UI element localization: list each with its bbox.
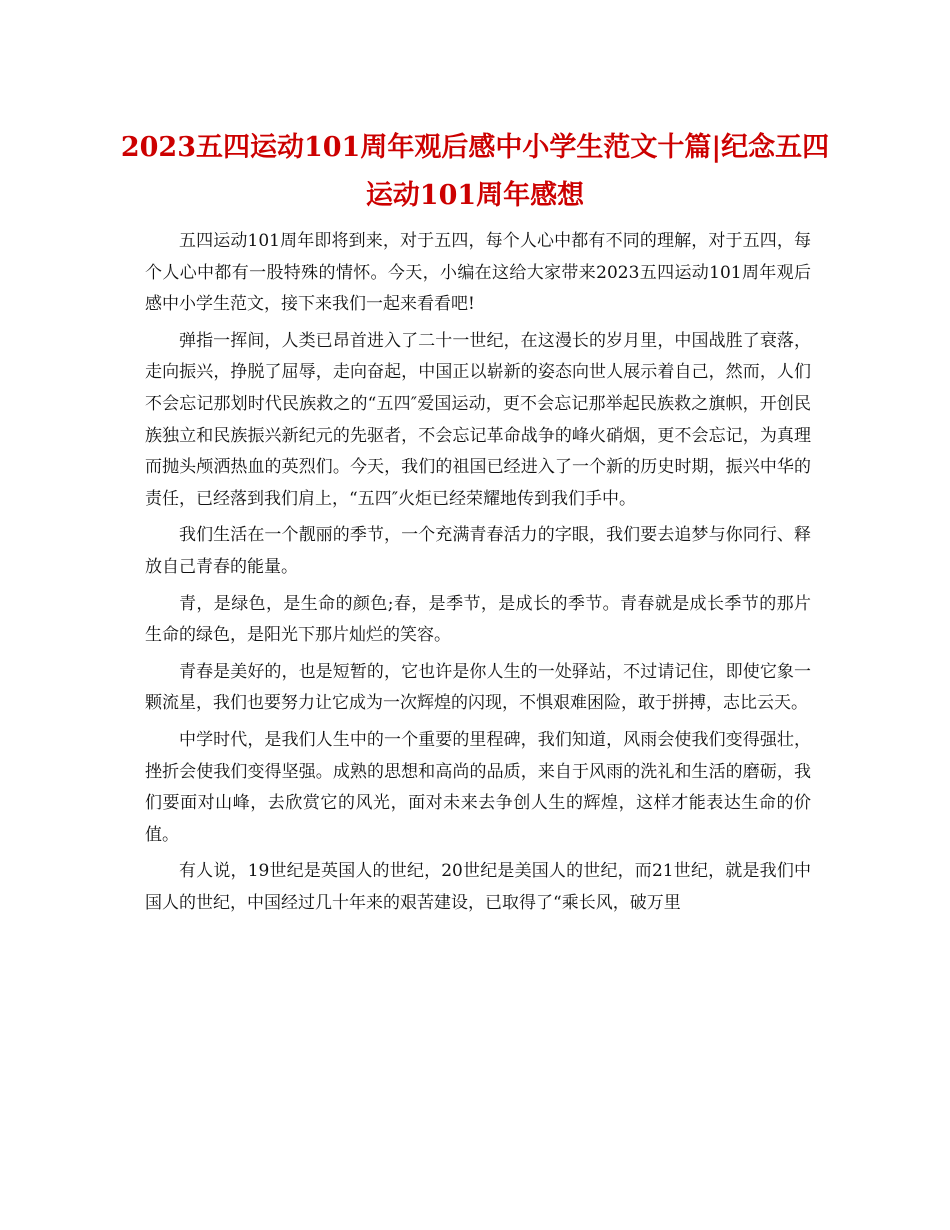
paragraph-history: 弹指一挥间，人类已昂首进入了二十一世纪，在这漫长的岁月里，中国战胜了衰落，走向振兴，挣脱了屈辱，走向奋起，中国正以崭新的姿态向世人展示着自己，然而，人们不会忘记那划时代民族救之的“五四″爱国运动，更不会忘记那举起民族救之旗帜，开创民族独立和民族振兴新纪元的先驱者，不会忘记革命战争的峰火硝烟，更不会忘记，为真理而抛头颅洒热血的英烈们。今天，我们的祖国已经进入了一个新的历史时期，振兴中华的责任，已经落到我们肩上，“五四″火炬已经荣耀地传到我们手中。 [145,330,811,509]
paragraph-century: 有人说，19世纪是英国人的世纪，20世纪是美国人的世纪，而21世纪，就是我们中国人的世纪，中国经过几十年来的艰苦建设，已取得了“乘长风，破万里 [145,861,811,913]
paragraph-season: 我们生活在一个靓丽的季节，一个充满青春活力的字眼，我们要去追梦与你同行、释放自己青春的能量。 [145,525,811,577]
paragraph-middle-school: 中学时代，是我们人生中的一个重要的里程碑，我们知道，风雨会使我们变得强壮，挫折会使我们变得坚强。成熟的思想和高尚的品质，来自于风雨的洗礼和生活的磨砺，我们要面对山峰，去欣赏它的风光，面对未来去争创人生的辉煌，这样才能表达生命的价值。 [145,729,811,845]
paragraph-green: 青，是绿色，是生命的颜色;春，是季节，是成长的季节。青春就是成长季节的那片生命的绿色，是阳光下那片灿烂的笑容。 [145,593,811,646]
document-body [145,226,811,924]
paragraph-intro: 五四运动101周年即将到来，对于五四，每个人心中都有不同的理解，对于五四，每个人心中都有一股特殊的情怀。今天，小编在这给大家带来2023五四运动101周年观后感中小学生范文，接下来我们一起来看看吧! [145,231,811,315]
document-title: 2023五四运动101周年观后感中小学生范文十篇|纪念五四运动101周年感想 [120,132,830,211]
paragraph-youth: 青春是美好的，也是短暂的，它也许是你人生的一处驿站，不过请记住，即使它象一颗流星，我们也要努力让它成为一次辉煌的闪现，不惧艰难困险，敢于拼搏，志比云天。 [145,661,811,714]
